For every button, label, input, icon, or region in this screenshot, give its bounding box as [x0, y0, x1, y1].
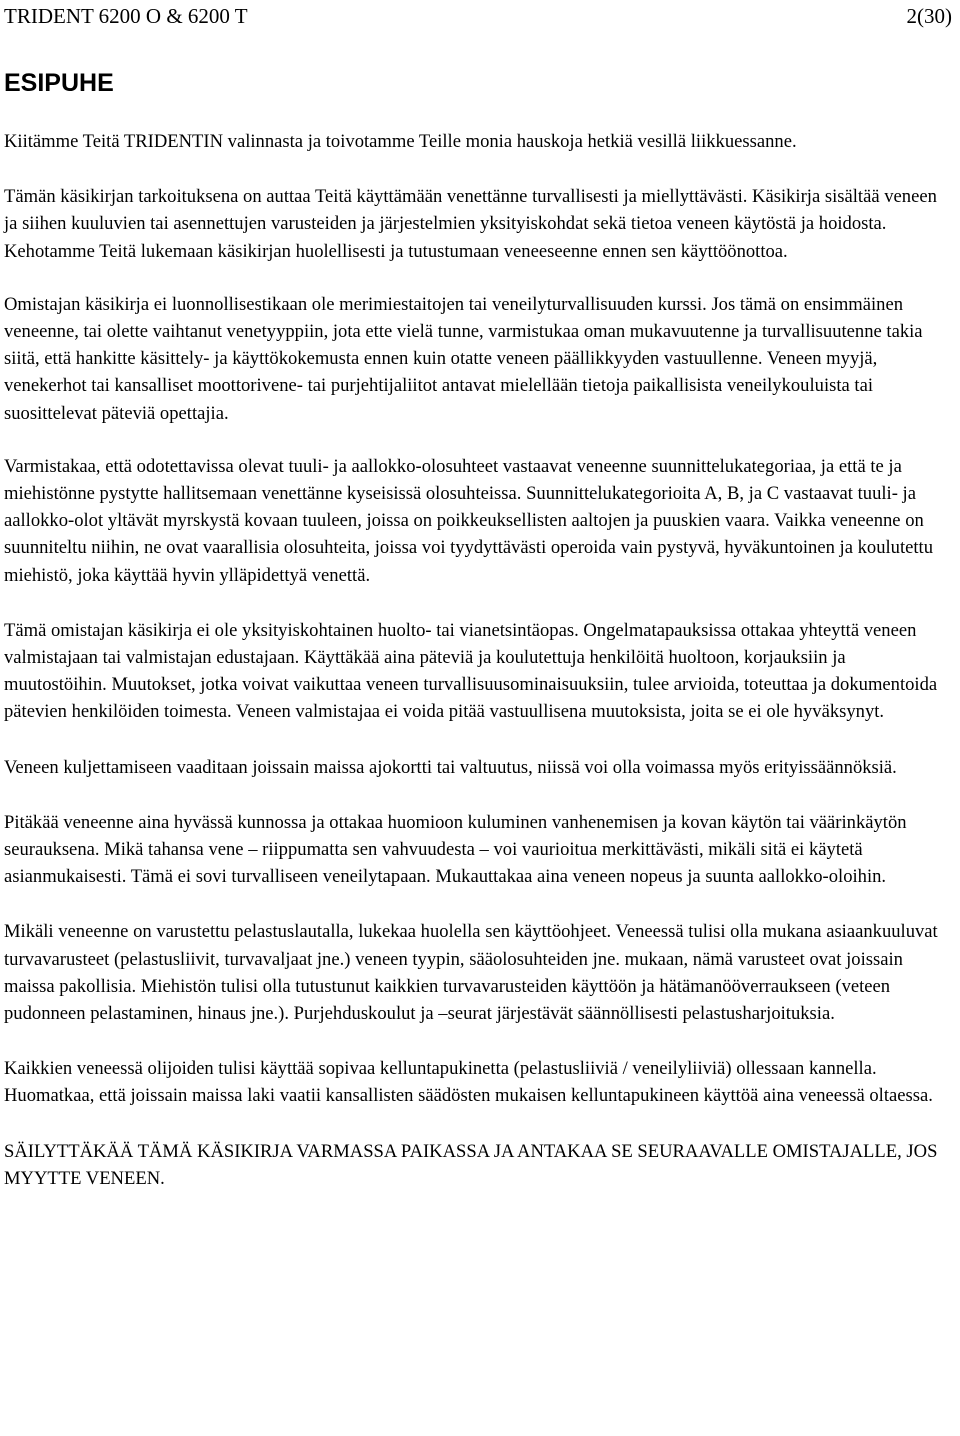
- paragraph-licence: Veneen kuljettamiseen vaaditaan joissain maissa ajokortti tai valtuutus, niissä voi olla voimassa myös erityissäännöksiä.: [4, 756, 897, 778]
- paragraph-life-jackets: Kaikkien veneessä olijoiden tulisi käyttää sopivaa kelluntapukinetta (pelastusliiviä / veneilyliiviä) ollessaan kannella. Huomatkaa, että joissain maissa laki vaatii kansallisten säädösten mukaisen kelluntapukineen käyttöä aina veneessä oltaessa.: [4, 1058, 933, 1107]
- paragraph-maintenance: Tämä omistajan käsikirja ei ole yksityiskohtainen huolto- tai vianetsintäopas. Ongelmatapauksissa ottakaa yhteyttä veneen valmistajaan tai valmistajan edustajaan. Käyttäkää aina päteviä ja koulutettuja henkilöitä huoltoon, korjauksiin ja muutostöihin. Muutokset, jotka voivat vaikuttaa veneen turvallisuusominaisuuksiin, tulee arvioida, toteuttaa ja dokumentoida pätevien henkilöiden toimesta. Veneen valmistajaa ei voida pitää vastuullisena muutoksista, joita se ei ole hyväksynyt.: [4, 619, 938, 723]
- page-header: [4, 2, 952, 30]
- paragraph-upkeep: Pitäkää veneenne aina hyvässä kunnossa ja ottakaa huomioon kuluminen vanhenemisen ja kovan käytön tai väärinkäytön seurauksena. Mikä tahansa vene – riippumatta sen vahvuudesta – voi vaurioitua merkittävästi, mikäli sitä ei käytetä asianmukaisesti. Tämä ei sovi turvalliseen veneilytapaan. Mukauttakaa aina veneen nopeus ja suunta aallokko-oloihin.: [4, 811, 907, 888]
- paragraph-seamanship: Omistajan käsikirja ei luonnollisestikaan ole merimiestaitojen tai veneilyturvallisuuden kurssi. Jos tämä on ensimmäinen veneenne, tai olette vaihtanut venetyyppiin, jota ette vielä tunne, varmistukaa oman mukavuutenne ja turvallisuutenne takia siitä, että hankitte käsittely- ja käyttökokemusta ennen kuin otatte veneen päällikkyyden vastuullenne. Veneen myyjä, venekerhot tai kansalliset moottorivene- tai purjehtijaliitot antavat mielellään tietoja paikallisista veneilykouluista tai suosittelevat päteviä opettajia.: [4, 293, 923, 424]
- page-number: 2(30): [906, 4, 952, 28]
- paragraph-design-category: Varmistakaa, että odotettavissa olevat tuuli- ja aallokko-olosuhteet vastaavat veneenne suunnittelukategoriaa, ja että te ja miehistönne pystytte hallitsemaan venettänne kyseisissä olosuhteissa. Suunnittelukategorioita A, B, ja C vastaavat tuuli- ja aallokko-olot yltävät myrskystä kovaan tuuleen, joissa on poikkeuksellisten aaltojen ja puuskien vaara. Vaikka veneenne on suunniteltu niihin, ne ovat vaarallisia olosuhteita, joissa voi tyydyttävästi operoida vain pystyvä, hyväkuntoinen ja koulutettu miehistö, joka käyttää hyvin ylläpidettyä venettä.: [4, 455, 934, 586]
- paragraph-keep-manual: SÄILYTTÄKÄÄ TÄMÄ KÄSIKIRJA VARMASSA PAIKASSA JA ANTAKAA SE SEURAAVALLE OMISTAJALLE, JOS MYYTTE VENEEN.: [4, 1140, 938, 1189]
- paragraph-safety-equipment: Mikäli veneenne on varustettu pelastuslautalla, lukekaa huolella sen käyttöohjeet. Veneessä tulisi olla mukana asiaankuuluvat turvavarusteet (pelastusliivit, turvavaljaat jne.) veneen tyypin, sääolosuhteiden jne. mukaan, nämä varusteet ovat joissain maissa pakollisia. Miehistön tulisi olla tutustunut kaikkien turvavarusteiden käyttöön ja hätämanööverraukseen (veteen pudonneen pelastaminen, hinaus jne.). Purjehduskoulut ja –seurat järjestävät säännöllisesti pelastusharjoituksia.: [4, 921, 938, 1025]
- section-heading: ESIPUHE: [4, 69, 114, 97]
- paragraph-greeting: Kiitämme Teitä TRIDENTIN valinnasta ja toivotamme Teille monia hauskoja hetkiä vesillä liikkuessanne.: [4, 131, 797, 152]
- paragraph-purpose: Tämän käsikirjan tarkoituksena on auttaa Teitä käyttämään venettänne turvallisesti ja miellyttävästi. Käsikirja sisältää veneen ja siihen kuuluvien tai asennettujen varusteiden ja järjestelmien yksityiskohdat sekä tietoa veneen käytöstä ja hoidosta. Kehotamme Teitä lukemaan käsikirjan huolellisesti ja tutustumaan veneeseenne ennen sen käyttöönottoa.: [4, 186, 937, 262]
- document-title: TRIDENT 6200 O & 6200 T: [4, 4, 248, 28]
- body-text: [4, 128, 950, 1220]
